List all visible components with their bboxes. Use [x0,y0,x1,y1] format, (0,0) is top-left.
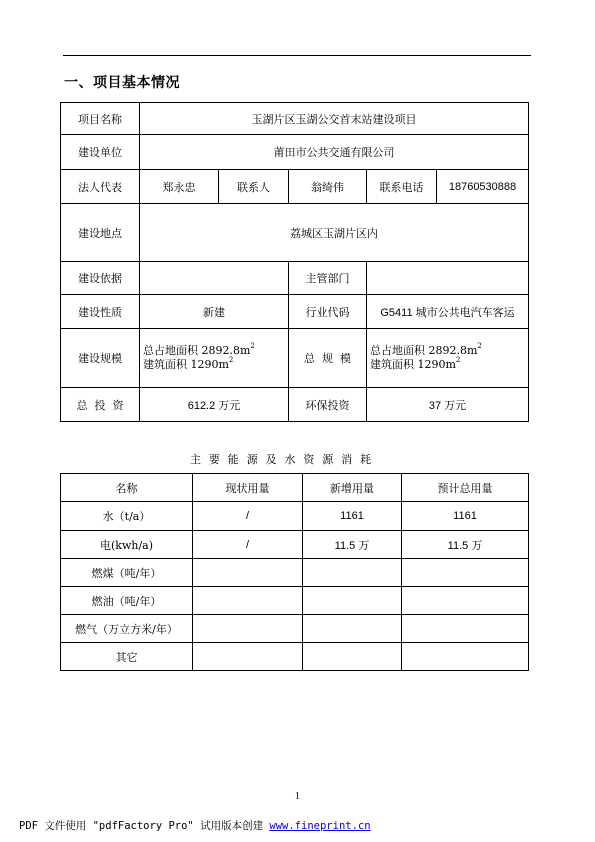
table-row [61,135,529,170]
superscript-2: 2 [455,356,461,364]
cell-new: 11.5 万 [303,531,402,559]
project-name-value: 玉湖片区玉湖公交首末站建设项目 [140,103,529,135]
cell-current [193,643,303,671]
energy-consumption-table [60,473,529,671]
overall-label: 总 规 模 [289,329,367,388]
authority-value [367,262,529,295]
invest-value: 612.2 万元 [140,388,289,422]
cell-new [303,615,402,643]
location-value: 荔城区玉湖片区内 [140,204,529,262]
cell-current [193,587,303,615]
header-total: 预计总用量 [402,474,529,502]
page-number: 1 [295,791,300,802]
authority-label: 主管部门 [289,262,367,295]
unit-label: 建设单位 [61,135,140,170]
invest-label: 总 投 资 [61,388,140,422]
cell-total [402,587,529,615]
cell-new [303,559,402,587]
phone-value: 18760530888 [437,170,529,204]
nature-label: 建设性质 [61,295,140,329]
legal-rep-value: 郑永忠 [140,170,219,204]
table-row [61,262,529,295]
table-row [61,170,529,204]
scale-line2: 建筑面积 1290m [143,358,229,371]
scale-label: 建设规模 [61,329,140,388]
section-title: 一、项目基本情况 [64,75,180,91]
cell-total [402,643,529,671]
pdf-footer [19,818,371,833]
industry-label: 行业代码 [289,295,367,329]
top-rule [63,55,531,56]
superscript-2: 2 [228,356,234,364]
project-name-label: 项目名称 [61,103,140,135]
cell-total [402,615,529,643]
table-row [61,643,529,671]
cell-current: / [193,502,303,531]
basis-label: 建设依据 [61,262,140,295]
header-current: 现状用量 [193,474,303,502]
footer-text: PDF 文件使用 "pdfFactory Pro" 试用版本创建 [19,820,270,832]
table-row [61,103,529,135]
basis-value [140,262,289,295]
table-row [61,587,529,615]
project-basic-table [60,102,529,422]
cell-name: 燃煤（吨/年） [61,559,193,587]
table-row [61,502,529,531]
phone-label: 联系电话 [367,170,437,204]
overall-value [367,329,529,388]
header-name: 名称 [61,474,193,502]
cell-name: 燃油（吨/年） [61,587,193,615]
table-row [61,531,529,559]
cell-current [193,615,303,643]
cell-new [303,587,402,615]
cell-name: 燃气（万立方米/年） [61,615,193,643]
cell-new: 1161 [303,502,402,531]
nature-value: 新建 [140,295,289,329]
overall-line1: 总占地面积 2892.8m [370,344,478,357]
table-row [61,615,529,643]
table-row [61,559,529,587]
superscript-2: 2 [250,342,255,350]
cell-total: 11.5 万 [402,531,529,559]
table-row [61,388,529,422]
contact-value: 翁绮伟 [289,170,367,204]
energy-table-title: 主要能源及水资源消耗 [190,453,379,466]
env-invest-value: 37 万元 [367,388,529,422]
env-invest-label: 环保投资 [289,388,367,422]
location-label: 建设地点 [61,204,140,262]
cell-total [402,559,529,587]
scale-line1: 总占地面积 2892.8m [143,344,251,357]
cell-current [193,559,303,587]
scale-value [140,329,289,388]
contact-label: 联系人 [219,170,289,204]
cell-new [303,643,402,671]
industry-value: G5411 城市公共电汽车客运 [367,295,529,329]
table-row [61,295,529,329]
table-row [61,329,529,388]
header-new: 新增用量 [303,474,402,502]
table-row [61,204,529,262]
superscript-2: 2 [477,342,482,350]
cell-name: 水（t/a） [61,502,193,531]
cell-name: 其它 [61,643,193,671]
legal-rep-label: 法人代表 [61,170,140,204]
cell-total: 1161 [402,502,529,531]
cell-name: 电(kwh/a) [61,531,193,559]
footer-link[interactable]: www.fineprint.cn [269,820,371,832]
cell-current: / [193,531,303,559]
table-header-row [61,474,529,502]
unit-value: 莆田市公共交通有限公司 [140,135,529,170]
overall-line2: 建筑面积 1290m [370,358,456,371]
